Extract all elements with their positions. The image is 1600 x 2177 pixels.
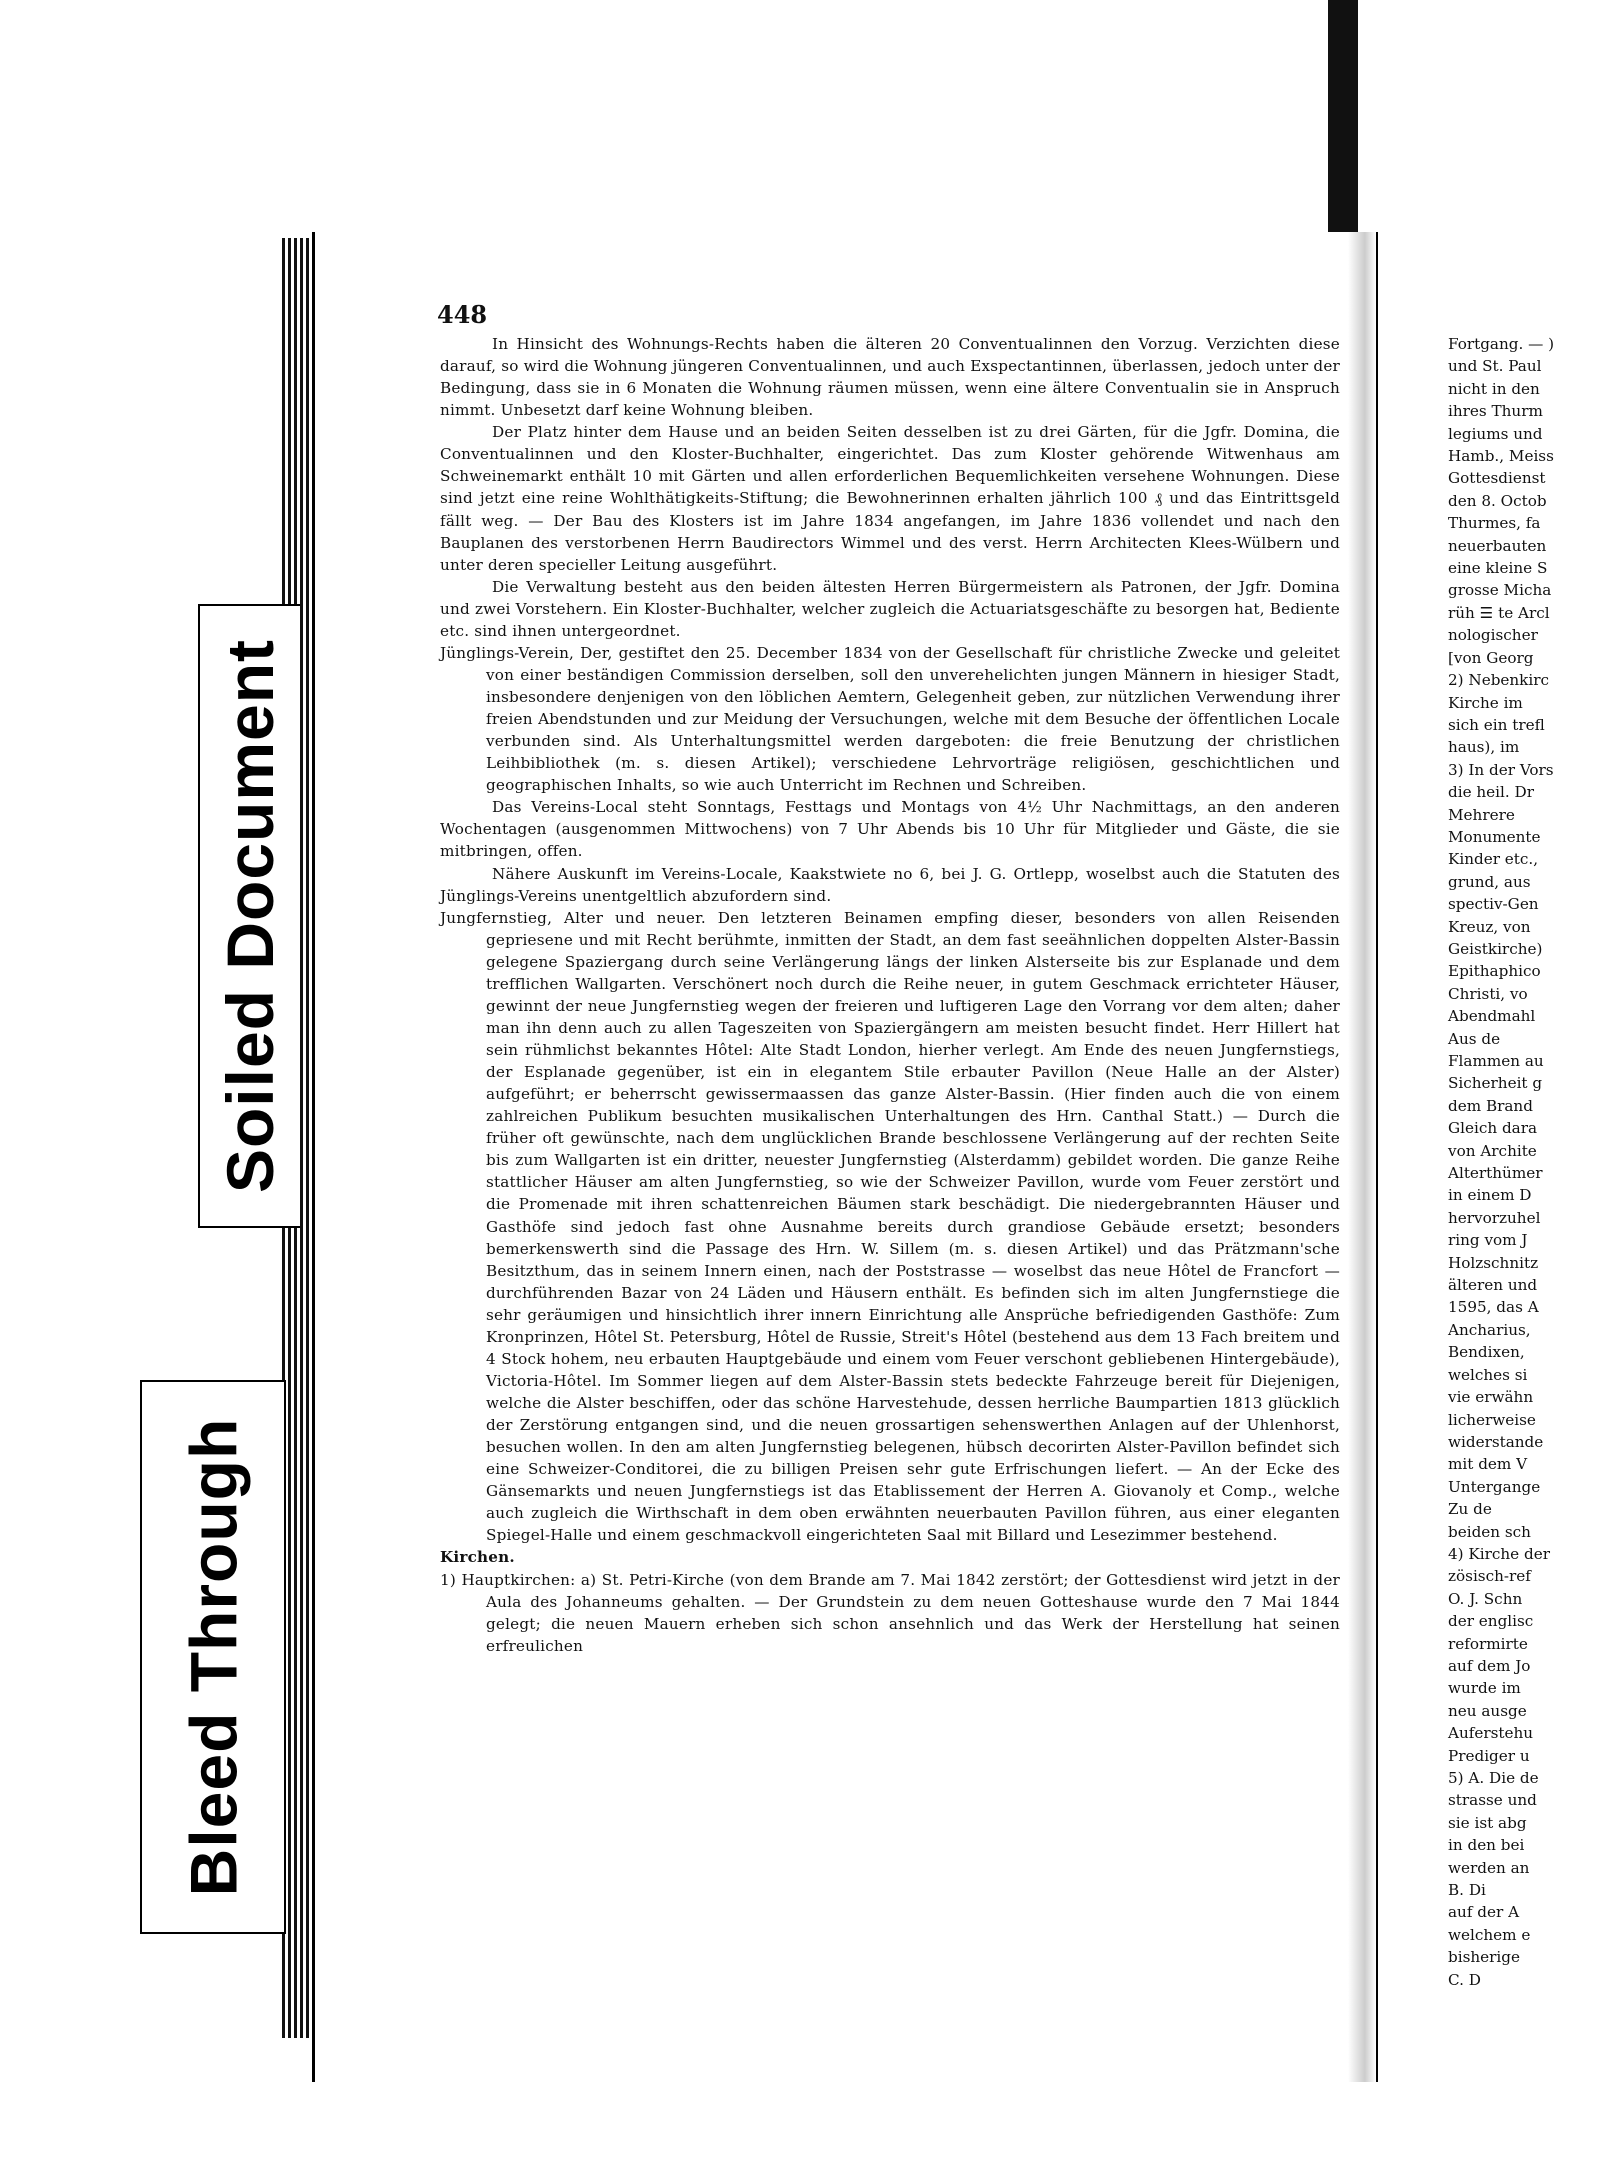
right-text-line: Sicherheit g xyxy=(1448,1074,1543,1093)
soiled-document-label: Soiled Document xyxy=(213,638,287,1194)
right-text-line: strasse und xyxy=(1448,1791,1537,1810)
right-text-line: Epithaphico xyxy=(1448,962,1541,981)
right-text-line: Thurmes, fa xyxy=(1448,514,1541,533)
right-text-line: mit dem V xyxy=(1448,1455,1528,1474)
page-gutter xyxy=(1348,232,1376,2082)
right-text-line: welchem e xyxy=(1448,1925,1531,1944)
right-text-line: Zu de xyxy=(1448,1500,1492,1519)
right-text-line: Aus de xyxy=(1448,1029,1501,1048)
paragraph: Jungfernstieg, Alter und neuer. Den letzteren Beinamen empfing dieser, besonders von allen Reisenden gepriesene und mit Recht berühmte, inmitten der Stadt, an dem fast seeähnlichen doppelten Alster-Bassin gelegene Spaziergang durch seine Verlängerung längs der linken Alsterseite bis zur Esplanade und dem trefflichen Wallgarten. Verschönert noch durch die Reihe neuer, in gutem Geschmack errichteter Häuser, gewinnt der neue Jungfernstieg wegen der freieren und luftigeren Lage den Vorrang vor dem alten; daher man ihn denn auch zu allen Tageszeiten von Spaziergängern am meisten besucht findet. Herr Hillert hat sein rühmlichst bekanntes Hôtel: Alte Stadt London, hierher verlegt. Am Ende des neuen Jungfernstiegs, der Esplanade gegenüber, ist ein in elegantem Stile erbauter Pavillon (Neue Halle an der Alster) aufgeführt; er beherrscht gewissermaassen das ganze Alster-Bassin. (Hier finden auch die von einem zahlreichen Publikum besuchten musikalischen Unterhaltungen des Hrn. Canthal Statt.) — Durch die früher oft gewünschte, nach dem unglücklichen Brande beschlossene Verlängerung auf der rechten Seite bis zum Wallgarten ist ein dritter, neuester Jungfernstieg (Alsterdamm) gebildet worden. Die ganze Reihe stattlicher Häuser am alten Jungfernstieg, so wie der Schweizer Pavillon, wurde vom Feuer zerstört und die Promenade mit ihren schattenreichen Bäumen stark beschädigt. Die niedergebrannten Häuser und Gasthöfe sind jedoch fast ohne Ausnahme bereits durch grandiose Gebäude ersetzt; besonders bemerkenswerth sind die Passage des Hrn. W. Sillem (m. s. diesen Artikel) und das Prätzmann'sche Besitzthum, das in seinem Innern einen, nach der Poststrasse — woselbst das neue Hôtel de Francfort — durchführenden Bazar von 24 Läden und Häusern enthält. Es befinden sich im alten Jungfernstiege die sehr geräumigen und hinsichtlich ihrer innern Einrichtung alle Ansprüche befriedigenden Gasthöfe: Zum Kronprinzen, Hôtel St. Petersburg, Hôtel de Russie, Streit's Hôtel (bestehend aus dem 13 Fach breitem und 4 Stock hohem, neu erbauten Hauptgebäude und einem vom Feuer verschont gebliebenen Hintergebäude), Victoria-Hôtel. Im Sommer liegen auf dem Alster-Bassin stets bedeckte Fahrzeuge bereit für Diejenigen, welche die Alster beschiffen, oder das schöne Harvestehude, dessen herrliche Baumpartien 1813 glücklich der Zerstörung entgangen sind, und die neuen grossartigen sehenswerthen Anlagen auf der Uhlenhorst, besuchen wollen. In den am alten Jungfernstieg belegenen, hübsch decorirten Alster-Pavillon befindet sich eine Schweizer-Conditorei, die zu billigen Preisen sehr gute Erfrischungen liefert. — An der Ecke des Gänsemarkts und neuen Jungfernstiegs ist das Etablissement der Herren A. Giovanoly et Comp., welche auch zugleich die Wirthschaft in dem oben erwähnten neuerbauten Pavillon führen, aus einer eleganten Spiegel-Halle und einem geschmackvoll eingerichteten Saal mit Billard und Lesezimmer bestehend. xyxy=(440,908,1340,1545)
right-text-line: Flammen au xyxy=(1448,1052,1544,1070)
right-text-line: zösisch-ref xyxy=(1448,1567,1531,1586)
right-text-line: Gottesdienst xyxy=(1448,469,1546,488)
paragraph: Jünglings-Verein, Der, gestiftet den 25. December 1834 von der Gesellschaft für christliche Zwecke und geleitet von einer beständigen Commission derselben, soll den unverehelichten jungen Männern in hiesiger Stadt, insbesondere denjenigen von den löblichen Aemtern, Gelegenheit geben, zur nützlichen Verwendung ihrer freien Abendstunden und zur Meidung der Versuchungen, welche mit dem Besuche der öffentlichen Locale verbunden sind. Als Unterhaltungsmittel werden dargeboten: die freie Benutzung der christlichen Leihbibliothek (m. s. diesen Artikel); verschiedene Lehrvorträge religiösen, geschichtlichen und geographischen Inhalts, so wie auch Unterricht im Rechnen und Schreiben. xyxy=(440,643,1340,795)
paragraph: 1) Hauptkirchen: a) St. Petri-Kirche (von dem Brande am 7. Mai 1842 zerstört; der Gottesdienst wird jetzt in der Aula des Johanneums gehalten. — Der Grundstein zu dem neuen Gotteshause wurde den 7 Mai 1844 gelegt; die neuen Mauern erheben sich schon ansehnlich und das Werk der Herstellung hat seinen erfreulichen xyxy=(440,1570,1340,1655)
paragraph: In Hinsicht des Wohnungs-Rechts haben die älteren 20 Conventualinnen den Vorzug. Verzichten diese darauf, so wird die Wohnung jüngeren Conventualinnen, und auch Exspectantinnen, überlassen, jedoch unter der Bedingung, dass sie in 6 Monaten die Wohnung räumen müssen, wenn eine ältere Conventualin sie in Anspruch nimmt. Unbesetzt darf keine Wohnung bleiben. xyxy=(440,335,1340,420)
right-text-line: Holzschnitz xyxy=(1448,1253,1539,1272)
right-text-line: Fortgang. — ) xyxy=(1448,335,1555,353)
right-text-line: grund, aus xyxy=(1448,872,1531,891)
right-text-line: Hamb., Meiss xyxy=(1448,447,1554,466)
left-page-text xyxy=(440,333,1340,1657)
right-text-line: Abendmahl xyxy=(1448,1007,1536,1026)
right-text-line: bisherige xyxy=(1448,1948,1520,1967)
right-text-line: neuerbauten xyxy=(1448,536,1547,555)
right-text-line: hervorzuhel xyxy=(1448,1208,1541,1227)
right-text-line: und St. Paul xyxy=(1448,357,1542,376)
right-text-line: B. Di xyxy=(1448,1881,1486,1900)
right-text-line: neu ausge xyxy=(1448,1701,1527,1720)
right-text-line: 4) Kirche der xyxy=(1448,1544,1550,1563)
paragraph: Das Vereins-Local steht Sonntags, Festtags und Montags von 4½ Uhr Nachmittags, an den anderen Wochentagen (ausgenommen Mittwochens) von 7 Uhr Abends bis 10 Uhr für Mitglieder und Gäste, die sie mitbringen, offen. xyxy=(440,798,1340,861)
right-text-line: ihres Thurm xyxy=(1448,402,1543,421)
right-text-line: von Archite xyxy=(1448,1141,1537,1160)
bleed-through-tab xyxy=(140,1380,286,1934)
right-text-line: Christi, vo xyxy=(1448,984,1528,1003)
right-text-line: Monumente xyxy=(1448,827,1541,846)
right-text-line: nicht in den xyxy=(1448,379,1540,398)
right-text-line: sich ein trefl xyxy=(1448,715,1545,734)
right-text-line: grosse Micha xyxy=(1448,581,1552,600)
right-text-line: 3) In der Vors xyxy=(1448,760,1554,779)
right-text-line: rüh ☰ te Arcl xyxy=(1448,603,1550,622)
right-text-line: dem Brand xyxy=(1448,1096,1533,1115)
right-text-line: Mehrere xyxy=(1448,805,1515,824)
right-text-line: in einem D xyxy=(1448,1186,1532,1205)
right-text-line: Auferstehu xyxy=(1448,1724,1534,1743)
right-text-line: der englisc xyxy=(1448,1612,1534,1631)
right-text-line: nologischer xyxy=(1448,626,1538,645)
right-text-line: O. J. Schn xyxy=(1448,1589,1523,1608)
right-text-line: sie ist abg xyxy=(1448,1813,1527,1832)
right-page-text xyxy=(1448,333,1600,1991)
right-text-line: Untergange xyxy=(1448,1477,1541,1496)
right-text-line: 5) A. Die de xyxy=(1448,1769,1539,1787)
right-text-line: in den bei xyxy=(1448,1836,1525,1855)
right-text-line: Ancharius, xyxy=(1448,1320,1531,1339)
right-text-line: wurde im xyxy=(1448,1679,1521,1698)
right-text-line: Kinder etc., xyxy=(1448,850,1539,869)
right-text-line: die heil. Dr xyxy=(1448,783,1534,802)
right-text-line: 2) Nebenkirc xyxy=(1448,671,1550,690)
soiled-document-tab xyxy=(198,604,300,1228)
paragraph: Nähere Auskunft im Vereins-Locale, Kaakstwiete no 6, bei J. G. Ortlepp, woselbst auch die Statuten des Jünglings-Vereins unentgeltlich abzufordern sind. xyxy=(440,864,1340,905)
right-text-line: [von Georg xyxy=(1448,648,1534,667)
right-text-line: eine kleine S xyxy=(1448,559,1548,578)
right-text-line: vie erwähn xyxy=(1448,1388,1534,1407)
right-text-line: licherweise xyxy=(1448,1410,1536,1429)
bleed-through-label: Bleed Through xyxy=(176,1417,250,1897)
right-text-line: Kreuz, von xyxy=(1448,917,1531,936)
right-text-line: Prediger u xyxy=(1448,1746,1530,1765)
right-text-line: Kirche im xyxy=(1448,693,1523,712)
right-text-line: spectiv-Gen xyxy=(1448,895,1539,914)
right-text-line: auf dem Jo xyxy=(1448,1656,1531,1675)
right-text-line: haus), im xyxy=(1448,738,1520,757)
paragraph: Der Platz hinter dem Hause und an beiden Seiten desselben ist zu drei Gärten, für die Jgfr. Domina, die Conventualinnen und den Kloster-Buchhalter, eingerichtet. Das zum Kloster gehörende Witwenhaus am Schweinemarkt enthält 10 mit Gärten und allen erforderlichen Bequemlichkeiten versehene Wohnungen. Diese sind jetzt eine reine Wohlthätigkeits-Stiftung; die Bewohnerinnen erhalten jährlich 100 ₰ und das Eintrittsgeld fällt weg. — Der Bau des Klosters ist im Jahre 1834 angefangen, im Jahre 1836 vollendet und nach den Bauplanen des verstorbenen Herrn Baudirectors Wimmel und des verst. Herrn Architecten Klees-Wülbern und unter deren specieller Leitung ausgeführt. xyxy=(440,423,1340,574)
right-text-line: werden an xyxy=(1448,1858,1530,1877)
paragraph: Kirchen. xyxy=(440,1548,515,1567)
right-text-line: Bendixen, xyxy=(1448,1343,1525,1362)
paragraph: Die Verwaltung besteht aus den beiden ältesten Herren Bürgermeistern als Patronen, der Jgfr. Domina und zwei Vorstehern. Ein Kloster-Buchhalter, welcher zugleich die Actuariatsgeschäfte zu besorgen hat, Bediente etc. sind ihnen untergeordnet. xyxy=(440,577,1340,640)
right-text-line: 1595, das A xyxy=(1448,1298,1539,1317)
right-text-line: welches si xyxy=(1448,1365,1528,1384)
right-text-line: C. D xyxy=(1448,1970,1481,1989)
right-text-line: ring vom J xyxy=(1448,1231,1528,1250)
binding-strip xyxy=(1328,0,1358,232)
right-text-line: reformirte xyxy=(1448,1634,1528,1653)
right-text-line: auf der A xyxy=(1448,1903,1520,1922)
right-text-line: legiums und xyxy=(1448,424,1543,443)
right-text-line: Gleich dara xyxy=(1448,1119,1538,1138)
right-text-line: Geistkirche) xyxy=(1448,939,1543,958)
right-text-line: widerstande xyxy=(1448,1432,1544,1451)
right-text-line: beiden sch xyxy=(1448,1522,1531,1541)
right-text-line: älteren und xyxy=(1448,1276,1538,1295)
right-text-line: Alterthümer xyxy=(1448,1164,1543,1183)
page-number: 448 xyxy=(437,300,488,329)
right-text-line: den 8. Octob xyxy=(1448,491,1547,510)
